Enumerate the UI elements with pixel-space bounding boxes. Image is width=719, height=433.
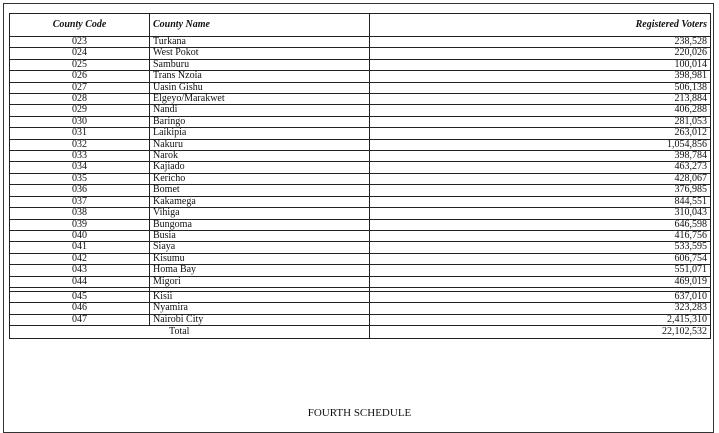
registered-voters-cell: 428,067 xyxy=(370,173,711,184)
registered-voters-cell: 220,026 xyxy=(370,48,711,59)
total-row xyxy=(10,326,711,339)
county-code-cell: 035 xyxy=(10,173,150,184)
table-row xyxy=(10,116,711,127)
county-name-cell: Trans Nzoia xyxy=(150,71,370,82)
county-code-cell: 027 xyxy=(10,82,150,93)
registered-voters-cell: 310,043 xyxy=(370,208,711,219)
table-row xyxy=(10,128,711,139)
table-row xyxy=(10,162,711,173)
county-name-cell: Narok xyxy=(150,151,370,162)
table-row xyxy=(10,303,711,314)
county-code-cell: 032 xyxy=(10,139,150,150)
table-row xyxy=(10,196,711,207)
header-county-code: County Code xyxy=(10,14,150,37)
registered-voters-cell: 398,981 xyxy=(370,71,711,82)
table-row xyxy=(10,230,711,241)
county-code-cell: 038 xyxy=(10,208,150,219)
county-name-cell: Elgeyo/Marakwet xyxy=(150,94,370,105)
county-name-cell: Kakamega xyxy=(150,196,370,207)
table-row xyxy=(10,94,711,105)
county-code-cell: 028 xyxy=(10,94,150,105)
county-code-cell: 026 xyxy=(10,71,150,82)
header-county-name: County Name xyxy=(150,14,370,37)
county-name-cell: Uasin Gishu xyxy=(150,82,370,93)
county-name-cell: Homa Bay xyxy=(150,265,370,276)
table-row xyxy=(10,48,711,59)
table-body xyxy=(10,37,711,339)
county-name-cell: Laikipia xyxy=(150,128,370,139)
registered-voters-cell: 506,138 xyxy=(370,82,711,93)
county-name-cell: Bomet xyxy=(150,185,370,196)
registered-voters-cell: 637,010 xyxy=(370,291,711,302)
county-code-cell: 041 xyxy=(10,242,150,253)
county-code-cell: 047 xyxy=(10,314,150,325)
table-header-row xyxy=(10,14,711,37)
registered-voters-table xyxy=(9,13,711,339)
registered-voters-cell: 2,415,310 xyxy=(370,314,711,325)
county-code-cell: 043 xyxy=(10,265,150,276)
registered-voters-cell: 1,054,856 xyxy=(370,139,711,150)
county-code-cell: 029 xyxy=(10,105,150,116)
registered-voters-cell: 213,884 xyxy=(370,94,711,105)
county-code-cell: 023 xyxy=(10,37,150,48)
county-name-cell: Baringo xyxy=(150,116,370,127)
county-name-cell: Nandi xyxy=(150,105,370,116)
registered-voters-cell: 376,985 xyxy=(370,185,711,196)
registered-voters-cell: 263,012 xyxy=(370,128,711,139)
table-row xyxy=(10,291,711,302)
table-row xyxy=(10,139,711,150)
county-name-cell: Nakuru xyxy=(150,139,370,150)
county-name-cell: Kisumu xyxy=(150,253,370,264)
county-name-cell: Bungoma xyxy=(150,219,370,230)
county-name-cell: Samburu xyxy=(150,59,370,70)
county-name-cell: Turkana xyxy=(150,37,370,48)
registered-voters-cell: 281,053 xyxy=(370,116,711,127)
table-row xyxy=(10,82,711,93)
table-row xyxy=(10,151,711,162)
county-name-cell: Busia xyxy=(150,230,370,241)
county-code-cell: 039 xyxy=(10,219,150,230)
county-code-cell: 031 xyxy=(10,128,150,139)
registered-voters-cell: 844,551 xyxy=(370,196,711,207)
county-name-cell: Nyamira xyxy=(150,303,370,314)
county-code-cell: 024 xyxy=(10,48,150,59)
registered-voters-cell: 646,598 xyxy=(370,219,711,230)
county-code-cell: 033 xyxy=(10,151,150,162)
table-row xyxy=(10,265,711,276)
table-row xyxy=(10,276,711,287)
table-row xyxy=(10,59,711,70)
county-code-cell: 045 xyxy=(10,291,150,302)
registered-voters-cell: 100,014 xyxy=(370,59,711,70)
registered-voters-cell: 551,071 xyxy=(370,265,711,276)
county-code-cell: 046 xyxy=(10,303,150,314)
table-row xyxy=(10,242,711,253)
registered-voters-cell: 463,273 xyxy=(370,162,711,173)
county-name-cell: Vihiga xyxy=(150,208,370,219)
registered-voters-cell: 533,595 xyxy=(370,242,711,253)
county-code-cell: 042 xyxy=(10,253,150,264)
registered-voters-cell: 469,019 xyxy=(370,276,711,287)
table-row xyxy=(10,71,711,82)
county-code-cell: 025 xyxy=(10,59,150,70)
county-name-cell: Siaya xyxy=(150,242,370,253)
registered-voters-cell: 238,528 xyxy=(370,37,711,48)
county-code-cell: 030 xyxy=(10,116,150,127)
county-code-cell: 034 xyxy=(10,162,150,173)
table-row xyxy=(10,208,711,219)
total-value: 22,102,532 xyxy=(370,326,711,339)
county-name-cell: Kericho xyxy=(150,173,370,184)
registered-voters-cell: 606,754 xyxy=(370,253,711,264)
registered-voters-cell: 398,784 xyxy=(370,151,711,162)
county-name-cell: Kisii xyxy=(150,291,370,302)
table-row xyxy=(10,314,711,325)
table-row xyxy=(10,37,711,48)
county-code-cell: 037 xyxy=(10,196,150,207)
registered-voters-cell: 406,288 xyxy=(370,105,711,116)
county-name-cell: Kajiado xyxy=(150,162,370,173)
registered-voters-cell: 416,756 xyxy=(370,230,711,241)
header-registered-voters: Registered Voters xyxy=(370,14,711,37)
schedule-title: FOURTH SCHEDULE xyxy=(307,407,412,419)
table-row xyxy=(10,219,711,230)
county-name-cell: Migori xyxy=(150,276,370,287)
county-name-cell: Nairobi City xyxy=(150,314,370,325)
table-row xyxy=(10,173,711,184)
total-label: Total xyxy=(70,326,290,339)
table-row xyxy=(10,105,711,116)
county-code-cell: 044 xyxy=(10,276,150,287)
county-code-cell: 040 xyxy=(10,230,150,241)
table-row xyxy=(10,253,711,264)
table-row xyxy=(10,185,711,196)
county-code-cell: 036 xyxy=(10,185,150,196)
registered-voters-cell: 323,283 xyxy=(370,303,711,314)
county-name-cell: West Pokot xyxy=(150,48,370,59)
